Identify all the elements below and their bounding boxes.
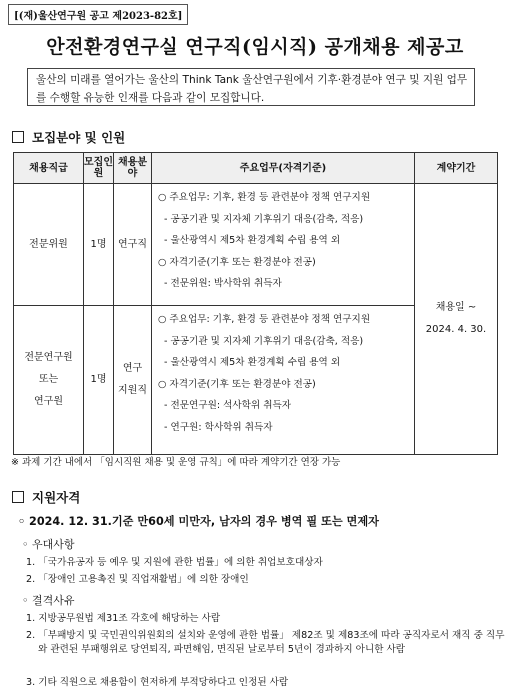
preference-item: 2. 「장애인 고용촉진 및 직업재활법」에 의한 장애인 (26, 574, 249, 585)
row2-position: 전문연구원 또는 연구원 (14, 306, 84, 455)
duty-line: - 연구원: 학사학위 취득자 (164, 421, 273, 433)
section-recruit-heading (12, 128, 125, 146)
row2-type: 연구 지원직 (114, 306, 152, 455)
preference-item: 1. 「국가유공자 등 예우 및 지원에 관한 법률」에 의한 취업보호대상자 (26, 557, 323, 568)
recruit-table (13, 152, 498, 455)
contract-period (415, 184, 498, 455)
intro-box: 울산의 미래를 열어가는 울산의 Think Tank 울산연구원에서 기후·환경분야 연구 및 지원 업무를 수행할 유능한 인재를 다음과 같이 모집합니다. (27, 68, 475, 106)
period-line: 채용일 ~ (435, 302, 477, 313)
duty-line: - 전문위원: 박사학위 취득자 (164, 278, 282, 289)
duty-line: - 전문연구원: 석사학위 취득자 (164, 400, 292, 411)
header-period: 계약기간 (415, 153, 498, 184)
page-title: 안전환경연구실 연구직(임시직) 공개채용 제공고 (46, 36, 464, 58)
square-bullet-icon (12, 131, 24, 143)
preference-title: ◦ 우대사항 (22, 538, 75, 551)
square-bullet-icon (12, 491, 24, 503)
section-recruit-title: 모집분야 및 인원 (32, 130, 126, 145)
disqualification-item: 1. 지방공무원법 제31조 각호에 해당하는 사람 (26, 613, 221, 624)
row1-type: 연구직 (114, 184, 152, 306)
period-line: 2024. 4. 30. (425, 324, 487, 335)
duty-line: - 울산광역시 제5차 환경계획 수립 용역 외 (164, 357, 341, 368)
duty-line: ○ 자격기준(기후 또는 환경분야 전공) (158, 378, 316, 390)
row1-count: 1명 (84, 184, 114, 306)
disqualification-title: ◦ 결격사유 (22, 594, 75, 607)
header-position: 채용직급 (14, 153, 84, 184)
disqualification-item: 3. 기타 직원으로 채용함이 현저하게 부적당하다고 인정된 사람 (26, 677, 289, 688)
row1-position: 전문위원 (14, 184, 84, 306)
notice-number: [(재)울산연구원 공고 제2023-82호] (8, 4, 188, 25)
row2-count: 1명 (84, 306, 114, 455)
header-count: 모집인원 (84, 153, 114, 184)
duty-line: - 공공기관 및 지자체 기후위기 대응(감축, 적응) (164, 335, 364, 347)
contract-note: ※ 과제 기간 내에서 「임시직원 채용 및 운영 규칙」에 따라 계약기간 연장 가능 (11, 457, 341, 468)
duty-line: - 공공기관 및 지자체 기후위기 대응(감축, 적응) (164, 213, 364, 225)
row1-duties (152, 184, 415, 306)
section-qualification-title: 지원자격 (32, 490, 81, 505)
qualification-age: ◦ 2024. 12. 31.기준 만60세 미만자, 남자의 경우 병역 필 또는 면제자 (18, 515, 379, 528)
duty-line: ○ 자격기준(기후 또는 환경분야 전공) (158, 256, 316, 268)
table-header-row (14, 153, 498, 184)
header-type: 채용분야 (114, 153, 152, 184)
section-qualification-heading (12, 488, 80, 506)
table-row (14, 184, 498, 306)
disqualification-item: 2. 「부패방지 및 국민권익위원회의 설치와 운영에 관한 법률」 제82조 및 제83조에 따라 공직자로서 재직 중 직무와 관련된 부패행위로 당연퇴직, 파면해임, 면직된 날로부터 5년이 경과하지 아니한 사람 (26, 630, 505, 655)
duty-line: ○ 주요업무: 기후, 환경 등 관련분야 정책 연구지원 (158, 192, 371, 203)
row2-duties (152, 306, 415, 455)
duty-line: ○ 주요업무: 기후, 환경 등 관련분야 정책 연구지원 (158, 314, 371, 325)
header-duty: 주요업무(자격기준) (152, 153, 415, 184)
duty-line: - 울산광역시 제5차 환경계획 수립 용역 외 (164, 235, 341, 246)
